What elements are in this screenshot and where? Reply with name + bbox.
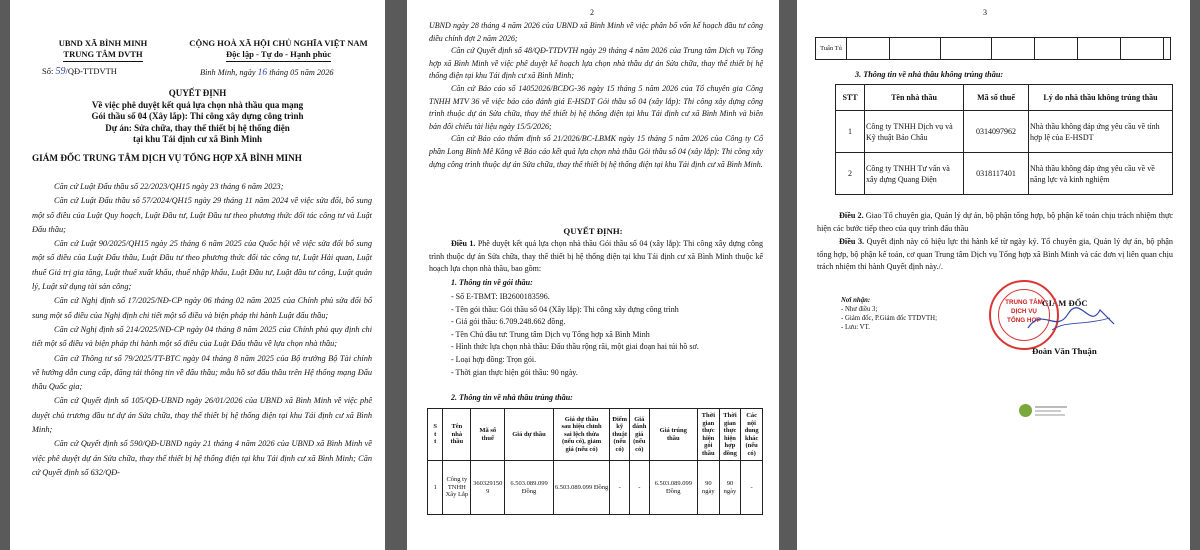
- subject-line-1: Về việc phê duyệt kết quả lựa chọn nhà thầu qua mạng: [91, 99, 304, 110]
- signer-title: GIÁM ĐỐC: [1042, 298, 1088, 308]
- table-cell: 6.503.089.099 Đồng: [505, 461, 553, 515]
- national-title: CỘNG HOÀ XÃ HỘI CHỦ NGHĨA VIỆT NAM: [189, 38, 368, 48]
- article-1: [429, 238, 763, 276]
- date-prefix: Bình Minh, ngày: [200, 68, 256, 77]
- recipient-item: - Như điều 3;: [841, 306, 878, 313]
- recipients-block: [841, 296, 937, 332]
- seal-text-1: TRUNG TÂM: [1005, 299, 1043, 306]
- package-info-item: - Loại hợp đồng: Trọn gói.: [451, 354, 537, 364]
- column-header: S t t: [428, 409, 443, 461]
- subject-line-3: Dự án: Sửa chữa, thay thế thiết bị hệ thống điện: [105, 122, 290, 133]
- table-cell: [1121, 38, 1164, 60]
- package-info-item: - Giá gói thầu: 6.709.248.662 đồng.: [451, 317, 566, 327]
- package-info-list: [429, 291, 763, 379]
- column-header: Giá đánh giá (nếu có): [629, 409, 649, 461]
- table-header-row: [428, 409, 763, 461]
- number-handwritten: 59: [55, 66, 66, 77]
- issue-date: [200, 68, 334, 78]
- column-header: Giá dự thầu sau hiệu chỉnh sai lệch thừa (nếu có), giảm giá (nếu có): [553, 409, 610, 461]
- package-info-item: - Tên Chủ đầu tư: Trung tâm Dịch vụ Tổng hợp xã Bình Minh: [451, 329, 650, 339]
- article-2-label: Điều 2.: [839, 211, 864, 220]
- losing-bidders-table: [835, 84, 1173, 195]
- basis-item: Căn cứ Quyết định số 105/QĐ-UBND ngày 26/01/2026 của UBND xã Bình Minh về việc phê duyệt chủ trương đầu tư dự án Sửa chữa, thay thế thiết bị hệ thống điện tại khu Tái định cư xã Bình Minh;: [32, 396, 372, 435]
- basis-item: Căn cứ Luật 90/2025/QH15 ngày 25 tháng 6 năm 2025 của Quốc hội về việc sửa đổi bổ sung một số điều của Luật Đấu thầu, Luật Đầu tư theo phương thức đối tác công tư, Luật Hải quan, Luật thuế Giá trị gia tăng, Luật thuế xuất khẩu, thuế nhập khẩu, Luật Đầu tư, Luật đầu tư công, Luật quản lý, Luật sử dụng tài sản công;: [32, 239, 372, 292]
- basis-item: Căn cứ Báo cáo số 14052026/BCĐG-36 ngày 15 tháng 5 năm 2026 của Tổ chuyên gia Công TNHH MTV 36 về việc báo cáo đánh giá E-HSDT Gói thầu số 04 (xây lắp): Thi công xây dựng công trình thuộc dự án Sửa chữa, thay thế thiết bị hệ thống điện tại khu Tái định cư xã Bình Minh và biên bản đối chiếu tài liệu ngày 15/5/2026;: [429, 83, 763, 131]
- table-row: [836, 153, 1173, 195]
- basis-item: Căn cứ Nghị định số 17/2025/NĐ-CP ngày 06 tháng 02 năm 2025 của Chính phủ sửa đổi bổ sung một số điều của Nghị định chi tiết một số điều và biện pháp thi hành Luật đấu thầu;: [32, 296, 372, 320]
- article-2: [817, 210, 1173, 235]
- decides-heading: QUYẾT ĐỊNH:: [563, 226, 623, 236]
- agency-line-2: TRUNG TÂM DVTH: [63, 49, 142, 62]
- table-cell: -: [629, 461, 649, 515]
- document-number: [42, 66, 117, 77]
- national-motto: Độc lập - Tự do - Hạnh phúc: [226, 49, 331, 62]
- article-3: [817, 236, 1173, 274]
- table-row: [428, 461, 763, 515]
- page-number: 3: [983, 8, 987, 17]
- table-cell: 3603291509: [471, 461, 505, 515]
- table-cell: 90 ngày: [698, 461, 720, 515]
- seal-text-2: DỊCH VỤ: [1011, 308, 1037, 315]
- column-header: Giá dự thầu: [505, 409, 553, 461]
- national-header: [176, 38, 381, 62]
- table-header-row: [836, 85, 1173, 111]
- winning-bidder-table: [427, 408, 763, 515]
- table-row: [816, 38, 1171, 60]
- column-header: Điểm kỹ thuật (nếu có): [610, 409, 630, 461]
- agency-line-1: UBND XÃ BÌNH MINH: [58, 38, 148, 48]
- table-cell: [1035, 38, 1078, 60]
- handwritten-signature: [1022, 300, 1122, 340]
- article-3-label: Điều 3.: [839, 237, 865, 246]
- article-1-label: Điều 1.: [451, 239, 476, 248]
- article-1-text: Phê duyệt kết quả lựa chọn nhà thầu Gói thầu số 04 (xây lắp): Thi công xây dựng công trình thuộc dự án Sửa chữa, thay thế thiết bị hệ thống điện tại khu Tái định cư xã Bình Minh thuộc kế hoạch lựa chọn nhà thầu, bao gồm:: [429, 239, 764, 274]
- package-info-item: - Số E-TBMT: IB2600183596.: [451, 292, 550, 301]
- table-cell: Công ty TNHH Xây Lắp: [443, 461, 471, 515]
- basis-item: Căn cứ Quyết định số 590/QĐ-UBND ngày 21 tháng 4 năm 2026 của UBND xã Bình Minh về việc phê duyệt dự án Sửa chữa, thay thế thiết bị hệ thống điện tại khu Tái định cư xã Bình Minh; Căn cứ Quyết định số 632/QĐ-: [32, 439, 372, 477]
- column-header: Giá trúng thầu: [649, 409, 697, 461]
- basis-item: Căn cứ Luật Đấu thầu số 57/2024/QH15 ngày 29 tháng 11 năm 2024 về việc sửa đổi, bổ sung một số điều của Luật Quy hoạch, Luật Đầu tư, Luật Đầu tư theo phương thức đối tác công tư và Luật Đấu thầu;: [32, 196, 372, 234]
- column-header: Thời gian thực hiện gói thầu: [698, 409, 720, 461]
- table-cell: 1: [428, 461, 443, 515]
- basis-item: Căn cứ Thông tư số 79/2025/TT-BTC ngày 04 tháng 8 năm 2025 của Bộ trưởng Bộ Tài chính về hướng dẫn cung cấp, đăng tải thông tin về đấu thầu; mẫu hồ sơ đấu thầu trên Hệ thống mạng Đấu thầu Quốc gia;: [32, 353, 372, 392]
- table-cell: [890, 38, 941, 60]
- article-3-text: Quyết định này có hiệu lực thi hành kể từ ngày ký. Tổ chuyên gia, Quản lý dự án, bộ phận tổng hợp, bộ phận kế toán, cơ quan Trung tâm Dịch vụ Tổng hợp xã Bình Minh và các đơn vị liên quan chịu trách nhiệm thi hành Quyết định này./.: [817, 237, 1174, 272]
- date-suffix: tháng 05 năm 2026: [269, 68, 334, 77]
- table-cell: -: [741, 461, 763, 515]
- section-2-heading: 2. Thông tin về nhà thầu trúng thầu:: [451, 393, 573, 402]
- package-info-item: - Hình thức lựa chọn nhà thầu: Đấu thầu rộng rãi, một giai đoạn hai túi hồ sơ.: [451, 342, 699, 352]
- table-cell: 2: [836, 153, 865, 195]
- column-header: Tên nhà thầu: [865, 85, 964, 111]
- table-cell: 0314097962: [964, 111, 1029, 153]
- table-cell: 1: [836, 111, 865, 153]
- legal-bases: [32, 180, 372, 480]
- section-1-heading: 1. Thông tin về gói thầu:: [451, 278, 533, 287]
- basis-item: Căn cứ Nghị định số 214/2025/NĐ-CP ngày 04 tháng 8 năm 2025 của Chính phủ quy định chi tiết một số điều và biện pháp thi hành một số điều của Luật Đấu thầu về lựa chọn nhà thầu;: [32, 324, 372, 349]
- table-cell: Nhà thầu không đáp ứng yêu cầu về về năng lực và kinh nghiệm: [1029, 153, 1173, 195]
- table-cell: [1078, 38, 1121, 60]
- column-header: STT: [836, 85, 865, 111]
- decision-title-block: [10, 88, 385, 146]
- column-header: Thời gian thực hiện hợp đồng: [719, 409, 741, 461]
- table-cell: -: [610, 461, 630, 515]
- table-cell: [941, 38, 992, 60]
- basis-item: UBND ngày 28 tháng 4 năm 2026 của UBND xã Bình Minh về việc phân bổ vốn kế hoạch đầu tư công điều chỉnh đợt 2 năm 2026;: [429, 21, 763, 43]
- table-cell: 6.503.089.099 Đồng: [553, 461, 610, 515]
- table-cell: Nhà thầu không đáp ứng yêu cầu về tính hợp lệ của E-HSDT: [1029, 111, 1173, 153]
- issuing-authority: GIÁM ĐỐC TRUNG TÂM DỊCH VỤ TỔNG HỢP XÃ BÌNH MINH: [32, 153, 302, 163]
- table-cell: [847, 38, 890, 60]
- article-2-text: Giao Tổ chuyên gia, Quản lý dự án, bộ phận tổng hợp, bộ phận kế toán chịu trách nhiệm thực hiện các bước tiếp theo của quy trình đấu thầu: [817, 211, 1174, 233]
- number-suffix: /QĐ-TTDVTH: [65, 66, 117, 76]
- basis-item: Căn cứ Quyết định số 48/QĐ-TTDVTH ngày 29 tháng 4 năm 2026 của Trung tâm Dịch vụ Tổng hợp xã Bình Minh về việc phê duyệt kế hoạch lựa chọn nhà thầu dự án Sửa chữa, thay thế thiết bị hệ thống điện tại khu Tái định cư xã Bình Minh;: [429, 46, 763, 81]
- basis-item: Căn cứ Luật Đấu thầu số 22/2023/QH15 ngày 23 tháng 6 năm 2023;: [54, 182, 284, 191]
- number-label: Số:: [42, 66, 54, 76]
- column-header: Lý do nhà thầu không trúng thầu: [1029, 85, 1173, 111]
- page-number: 2: [590, 8, 594, 17]
- table-row: [836, 111, 1173, 153]
- column-header: Tên nhà thầu: [443, 409, 471, 461]
- date-day-handwritten: 16: [257, 68, 268, 78]
- table-cell: 90 ngày: [719, 461, 741, 515]
- section-3-heading: 3. Thông tin về nhà thầu không trúng thầu:: [855, 70, 1004, 79]
- document-page-3: [797, 0, 1190, 550]
- recipient-item: - Giám đốc, P.Giám đốc TTDVTH;: [841, 315, 937, 322]
- package-info-item: - Tên gói thầu: Gói thầu số 04 (Xây lắp): Thi công xây dựng công trình: [451, 304, 679, 314]
- digital-signature-stamp: [1019, 404, 1069, 422]
- recipients-title: Nơi nhận:: [841, 297, 871, 304]
- legal-bases-continued: [429, 20, 763, 171]
- table-cell: Công ty TNHH Tư vấn và xây dựng Quang Điện: [865, 153, 964, 195]
- table-cell: 6.503.089.099 Đồng: [649, 461, 697, 515]
- table-cell: Tuấn Tú: [816, 38, 847, 60]
- table-cell: Công ty TNHH Dịch vụ và Kỹ thuật Bảo Châu: [865, 111, 964, 153]
- column-header: Mã số thuế: [964, 85, 1029, 111]
- seal-text-3: TỔNG HỢP: [1006, 317, 1042, 324]
- previous-table-tail: [815, 37, 1171, 60]
- decision-title: QUYẾT ĐỊNH: [168, 88, 227, 98]
- subject-line-2: Gói thầu số 04 (Xây lắp): Thi công xây dựng công trình: [91, 111, 304, 121]
- recipient-item: - Lưu: VT.: [841, 324, 870, 331]
- column-header: Mã số thuế: [471, 409, 505, 461]
- signer-name: Đoàn Văn Thuận: [1032, 346, 1097, 356]
- column-header: Các nội dung khác (nếu có): [741, 409, 763, 461]
- subject-line-4: tại khu Tái định cư xã Bình Minh: [132, 134, 263, 144]
- document-page-2: [407, 0, 779, 550]
- agency-header: [28, 38, 178, 62]
- table-cell: 0318117401: [964, 153, 1029, 195]
- package-info-item: - Thời gian thực hiện gói thầu: 90 ngày.: [451, 367, 578, 377]
- table-cell: [992, 38, 1035, 60]
- document-page-1: [10, 0, 385, 550]
- basis-item: Căn cứ Báo cáo thẩm định số 21/2026/BC-LBMK ngày 15 tháng 5 năm 2026 của Công ty Cổ phần Long Bình Mê Kông về Báo cáo kết quả lựa chọn nhà thầu Gói thầu số 04 (xây lắp): Thi công xây dựng công trình thuộc dự án Sửa chữa, thay thế thiết bị hệ thống điện tại khu Tái định cư xã Bình Minh.: [429, 134, 763, 169]
- table-cell: [1164, 38, 1171, 60]
